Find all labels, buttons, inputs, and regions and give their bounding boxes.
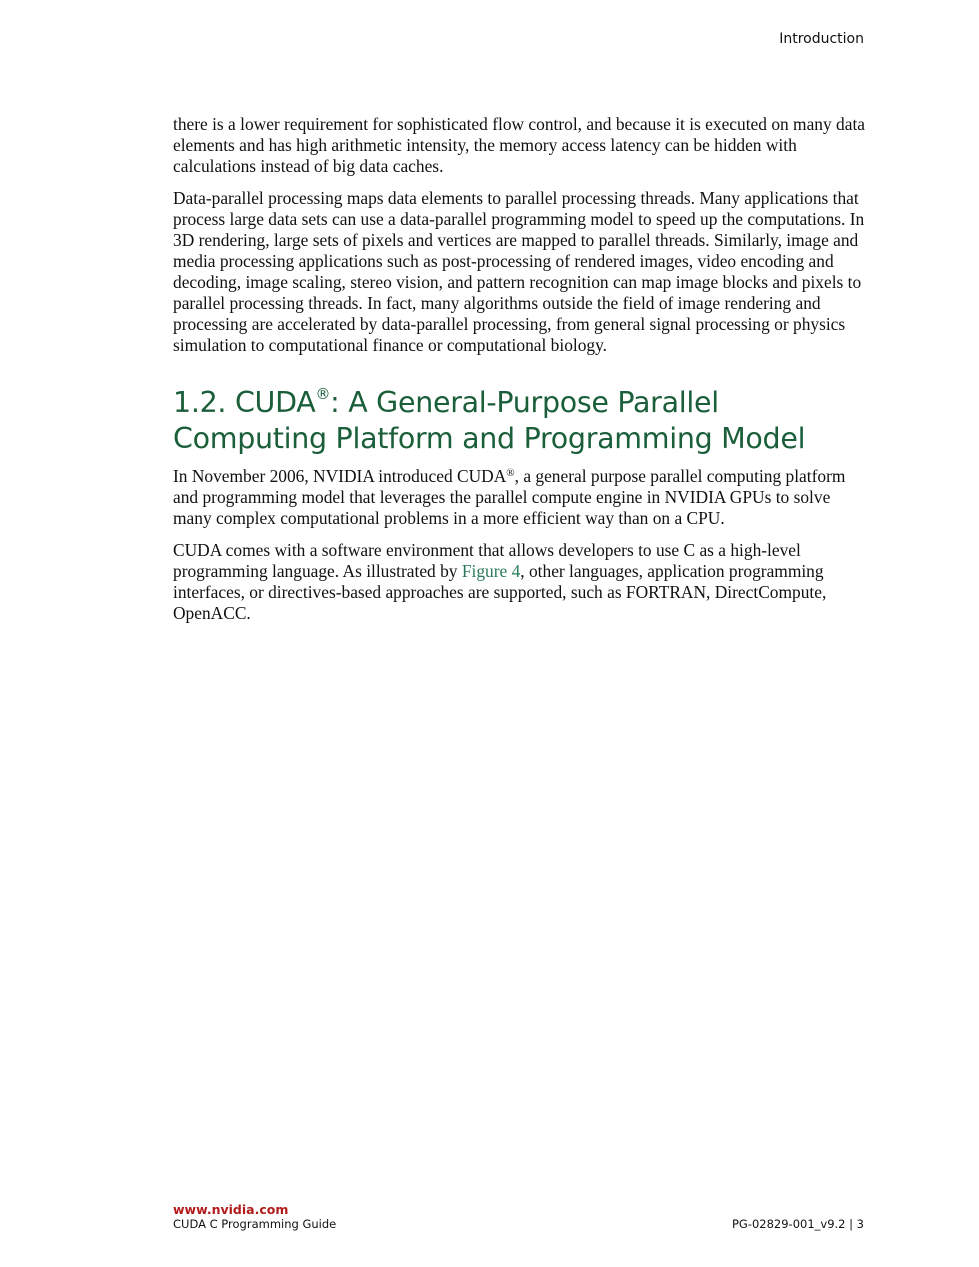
para3-registered-mark: ®: [506, 467, 515, 479]
running-header: Introduction: [779, 31, 864, 47]
heading-suffix: : A General-Purpose Parallel Computing Platform and Programming Model: [173, 386, 806, 455]
paragraph-cuda-languages: [173, 540, 868, 624]
footer-left: [173, 1202, 336, 1232]
footer-doc-title: CUDA C Programming Guide: [173, 1217, 337, 1231]
para3-text-after: , a general purpose parallel computing platform and programming model that leverages the parallel compute engine in NVIDIA GPUs to solve many complex computational problems in a more efficient way than on a CPU.: [173, 466, 846, 528]
para4-text-after: , other languages, application programming interfaces, or directives-based approaches are supported, such as FORTRAN, DirectCompute, OpenACC.: [173, 561, 827, 623]
paragraph-cuda-intro: [173, 466, 868, 529]
heading-prefix: 1.2. CUDA: [173, 386, 316, 419]
section-heading: [173, 385, 868, 457]
figure-4-link[interactable]: Figure 4: [461, 561, 521, 581]
para3-text-before: In November 2006, NVIDIA introduced CUDA: [173, 466, 507, 486]
heading-registered-mark: ®: [315, 385, 331, 403]
paragraph-data-parallel: Data-parallel processing maps data elements to parallel processing threads. Many applications that process large data sets can use a data-parallel programming model to speed up the computations. In 3D rendering, large sets of pixels and vertices are mapped to parallel threads. Similarly, image and media processing applications such as post-processing of rendered images, video encoding and decoding, image scaling, stereo vision, and pattern recognition can map image blocks and pixels to parallel processing threads. In fact, many algorithms outside the field of image rendering and processing are accelerated by data-parallel processing, from general signal processing or physics simulation to computational finance or computational biology.: [173, 188, 865, 355]
footer-url-link[interactable]: www.nvidia.com: [173, 1202, 289, 1217]
paragraph-intro-continued: there is a lower requirement for sophisticated flow control, and because it is executed on many data elements and has high arithmetic intensity, the memory access latency can be hidden with calculations instead of big data caches.: [173, 114, 865, 176]
para4-text-before: CUDA comes with a software environment that allows developers to use C as a high-level programming language. As illustrated by: [173, 540, 801, 581]
page-content: [173, 114, 868, 635]
footer-doc-id: PG-02829-001_v9.2 | 3: [731, 1217, 864, 1231]
